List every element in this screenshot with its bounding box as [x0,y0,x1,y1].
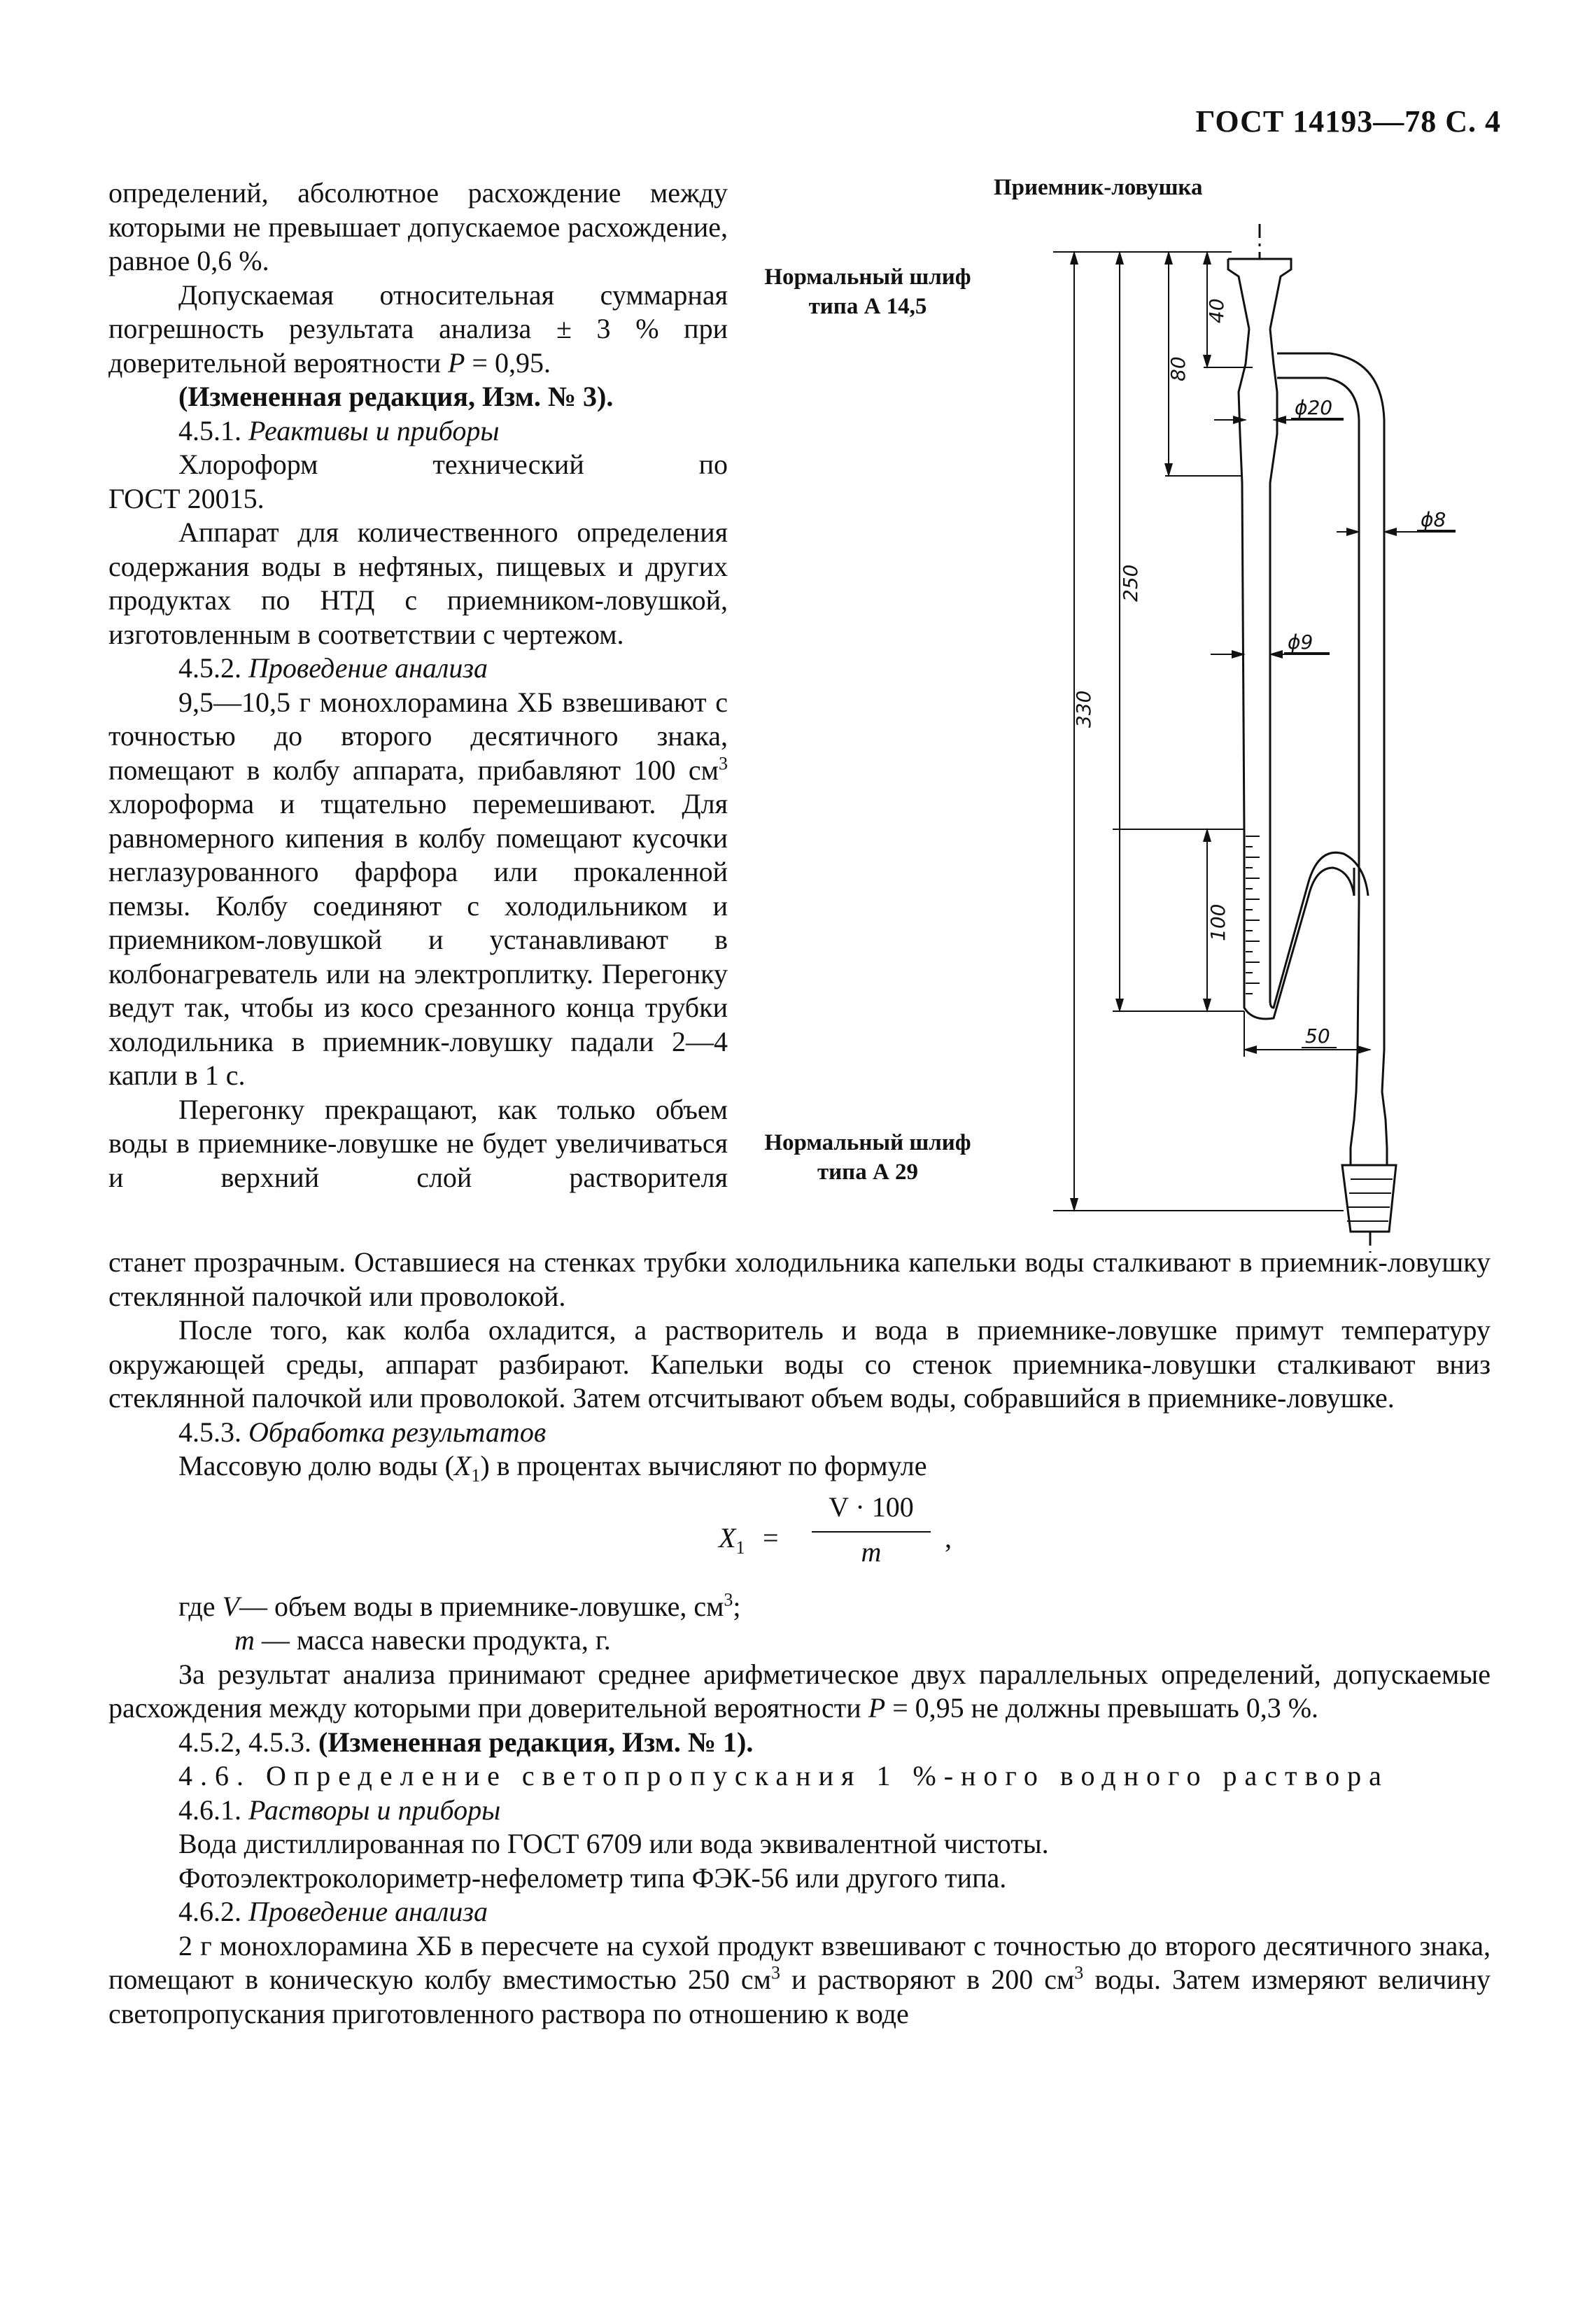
page-header: ГОСТ 14193—78 С. 4 [1195,104,1501,139]
dim-40: 40 [1205,298,1228,323]
dim-100: 100 [1206,903,1230,941]
dim-underlines [1284,418,1456,1048]
dim-d20: ϕ20 [1295,396,1333,419]
figure-title: Приемник-ловушка [994,175,1203,200]
paragraph: ГОСТ 20015. [108,482,265,514]
dim-330: 330 [1072,690,1095,728]
apparatus-outline [1228,224,1396,1253]
formula-numerator: V · 100 [829,1491,914,1523]
dim-250: 250 [1119,564,1142,602]
amendment-note: 4.5.2, 4.5.3. (Измененная редакция, Изм. № 1). [178,1726,754,1758]
formula-equals: = [763,1521,779,1554]
where-line-v: где V— объем воды в приемнике-ловушке, $см^3$; [178,1589,741,1622]
dim-d8: ϕ8 [1421,508,1446,531]
section-heading-453: 4.5.3. Обработка результатов [178,1416,547,1448]
graduation-scale [1246,836,1260,994]
dim-d9: ϕ9 [1288,631,1313,654]
formula-lhs: $X_1$ [719,1521,745,1558]
section-heading-451: 4.5.1. Реактивы и приборы [178,414,500,446]
paragraph: После того, как колба охладится, а растворитель и вода в приемнике-ловушке примут температуру окружающей среды, аппарат разбирают. Капельки воды со стенок приемника-ловушки сталкивают вниз стеклянной палочкой или проволокой. Затем отсчитывают объем воды, собравшийся в приемнике-ловушке. [108,1314,1491,1414]
section-heading-461: 4.6.1. Растворы и приборы [178,1794,501,1826]
formula [108,1489,1491,1587]
paragraph: Вода дистиллированная по ГОСТ 6709 или вода эквивалентной чистоты. [178,1828,1049,1859]
paragraph: За результат анализа принимают среднее арифметическое двух параллельных определений, допускаемые расхождения между которыми при доверительной вероятности P = 0,95 не должны превышать 0,3 %. [108,1658,1491,1724]
paragraph: станет прозрачным. Оставшиеся на стенках трубки холодильника капельки воды сталкивают в приемник-ловушку стеклянной палочкой или проволокой. [108,1246,1491,1312]
where-line-m: m — масса навески продукта, г. [234,1624,611,1656]
dimension-lines [1053,252,1456,1211]
paragraph: Перегонку прекращают, как только объем воды в приемнике-ловушке не будет увеличиваться и верхний слой растворителя [108,1093,728,1193]
top-joint-label: Нормальный шлиф типа А 14,5 [764,265,971,319]
bottom-joint-label: Нормальный шлиф типа А 29 [764,1130,971,1185]
dim-50: 50 [1305,1024,1330,1048]
dim-80: 80 [1167,356,1190,381]
paragraph: 9,5—10,5 г монохлорамина ХБ взвешивают с точностью до второго десятичного знака, помещают в колбу аппарата, прибавляют 100 $см^3$ хлороформа и тщательно перемешивают. Для равномерного кипения в колбу помещают кусочки неглазурованного фарфора или прокаленной пемзы. Колбу соединяют с холодильником и приемником-ловушкой и устанавливают в колбонагреватель или на электроплитку. Перегонку ведут так, чтобы из косо срезанного конца трубки холодильника в приемник-ловушку падали 2—4 капли в 1 с. [108,686,728,1091]
paragraph: Фотоэлектроколориметр-нефелометр типа ФЭК-56 или другого типа. [178,1861,1007,1894]
paragraph: Допускаемая относительная суммарная погрешность результата анализа ± 3 % при доверительной вероятности P = 0,95. [108,279,728,379]
paragraph: Аппарат для количественного определения содержания воды в нефтяных, пищевых и других продуктах по НТД с приемником-ловушкой, изготовленным в соответствии с чертежом. [108,516,728,650]
formula-comma: , [945,1521,952,1554]
amendment-note: (Измененная редакция, Изм. № 3). [178,381,614,412]
paragraph: определений, абсолютное расхождение между которыми не превышает допускаемое расхождение, равное 0,6 %. [108,177,728,276]
paragraph: Хлороформ технический по [178,449,728,480]
section-heading-452: 4.5.2. Проведение анализа [178,652,488,684]
full-width-text [108,1246,1491,2031]
section-heading-462: 4.6.2. Проведение анализа [178,1896,488,1927]
paragraph: 2 г монохлорамина ХБ в пересчете на сухой продукт взвешивают с точностью до второго десятичного знака, помещают в коническую колбу вместимостью 250 $см^3$ и растворяют в 200 $см^3$ воды. Затем измеряют величину светопропускания приготовленного раствора по отношению к воде [108,1929,1491,2029]
formula-denominator: m [861,1535,882,1568]
paragraph: Массовую долю воды $(X_1)$ в процентах вычисляют по формуле [178,1450,927,1486]
fraction-bar [812,1531,931,1533]
section-heading-46: 4.6. Определение светопропускания 1 %-ного водного раствора [178,1760,1389,1791]
left-column [108,176,728,1195]
